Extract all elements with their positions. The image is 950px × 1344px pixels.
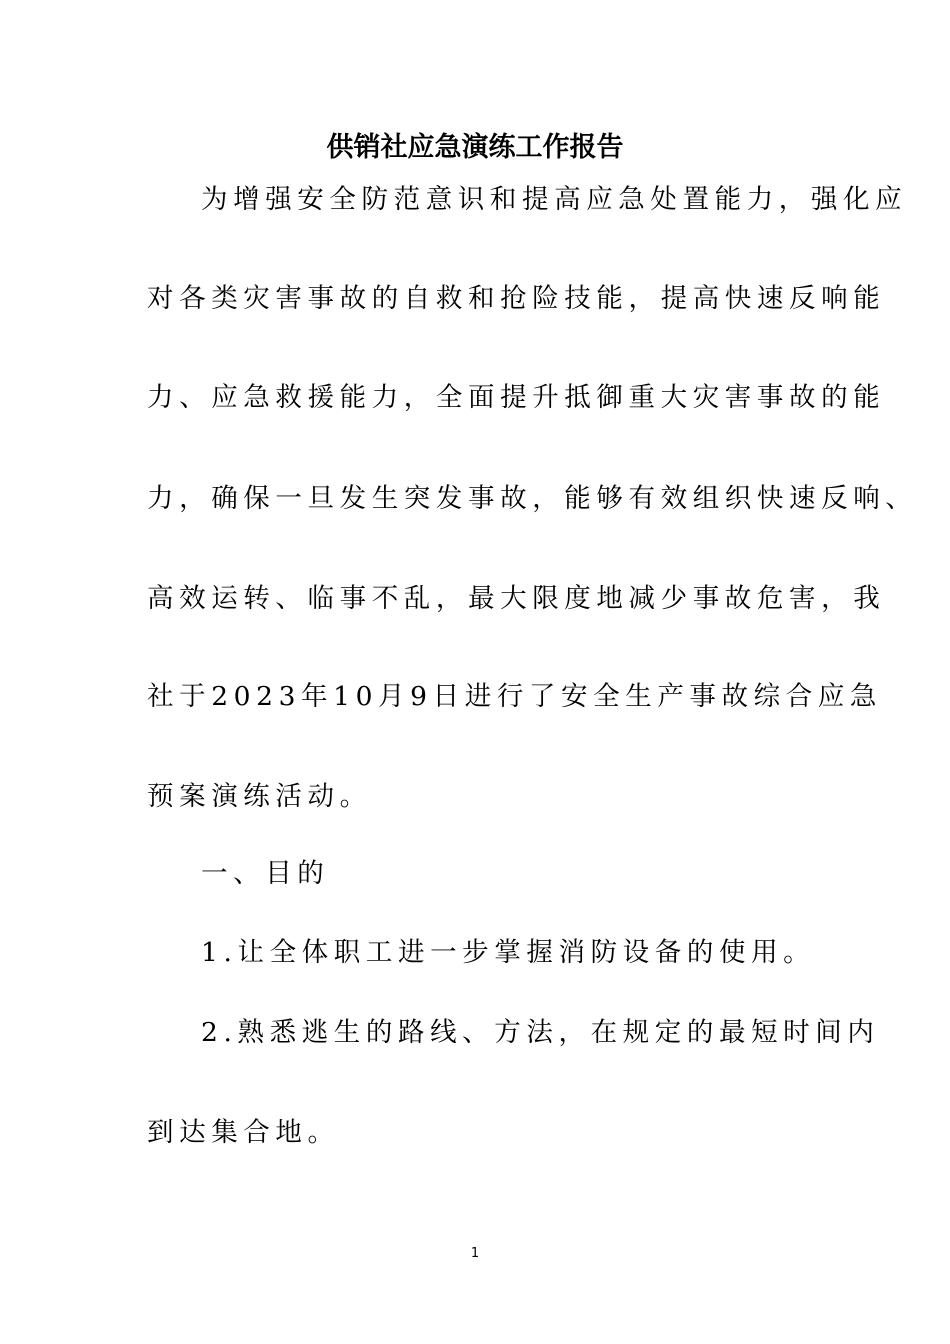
paragraph-line: 对各类灾害事故的自救和抢险技能，提高快速反响能 [147,283,886,314]
list-item-continuation: 到达集合地。 [147,1117,340,1148]
paragraph-line: 高效运转、临事不乱，最大限度地减少事故危害，我 [147,583,886,614]
list-item: 2.熟悉逃生的路线、方法，在规定的最短时间内 [201,1017,880,1048]
paragraph-line: 为增强安全防范意识和提高应急处置能力，强化应 [201,184,908,215]
paragraph-line: 社于2023年10月9日进行了安全生产事故综合应急 [147,681,883,712]
document-title: 供销社应急演练工作报告 [326,132,624,163]
page-number: 1 [470,1246,480,1261]
paragraph-line: 预案演练活动。 [147,781,372,812]
list-item: 1.让全体职工进一步掌握消防设备的使用。 [201,937,816,968]
section-heading: 一、目的 [201,858,330,889]
paragraph-line: 力，确保一旦发生突发事故，能够有效组织快速反响、 [147,483,918,514]
paragraph-line: 力、应急救援能力，全面提升抵御重大灾害事故的能 [147,382,886,413]
